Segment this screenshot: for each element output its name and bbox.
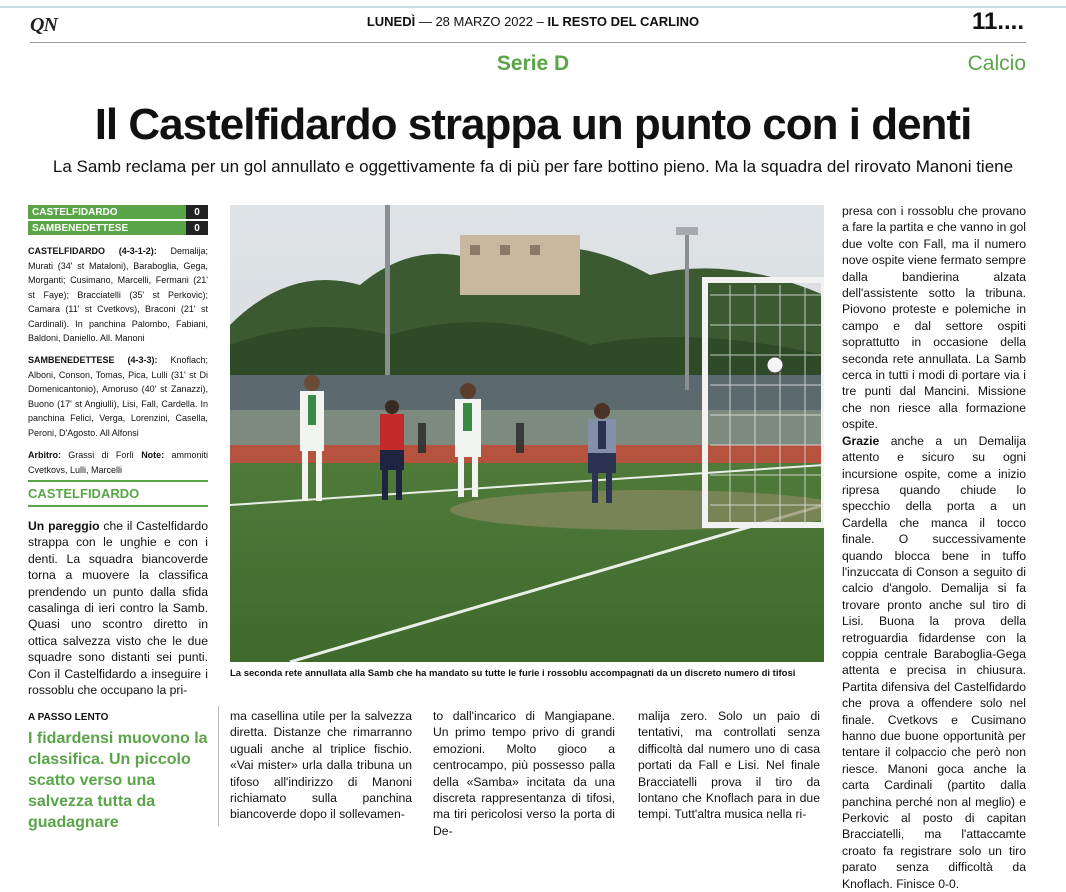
photo-caption: La seconda rete annullata alla Samb che ha mandato su tutte le furie i rossoblu accompagnati da un discreto numero di tifosi bbox=[230, 668, 796, 679]
column-5-lead-bold: Grazie bbox=[842, 433, 880, 448]
section-title: Serie D bbox=[496, 52, 570, 75]
rubric-label: Calcio bbox=[967, 52, 1026, 75]
team-head-rule bbox=[28, 480, 208, 482]
score-row-home bbox=[28, 205, 208, 219]
lineup-away-text: Knoflach; Alboni, Conson, Tomas, Pica, Lulli (31' st Di Domenicantonio), Amoruso (40' st Zanazzi), Buono (17' st Angiulli), Lisi, Fall, Cardella. In panchina Felici, Verga, Lorenzini, Casella, Peroni, D'Agosto. All Alfonsi bbox=[28, 355, 209, 438]
article-column-5 bbox=[842, 203, 1026, 892]
team-head-rule bbox=[28, 505, 208, 507]
away-team: SAMBENEDETTESE bbox=[32, 222, 129, 234]
masthead-divider bbox=[30, 42, 1026, 43]
article-subhead: La Samb reclama per un gol annullato e oggettivamente fa di più per fare bottino pieno. Ma la squadra del rirovato Manoni tiene bbox=[52, 157, 1014, 176]
masthead-dash: — bbox=[418, 14, 432, 29]
referee-notes bbox=[28, 448, 208, 477]
page-number: 11.... bbox=[971, 8, 1024, 35]
home-team: CASTELFIDARDO bbox=[32, 206, 118, 218]
lineup-away bbox=[28, 353, 208, 440]
score-box bbox=[28, 205, 208, 237]
masthead-dash: – bbox=[536, 14, 544, 29]
notes-text: ammoniti Cvetkovs, Lulli, Marcelli bbox=[28, 450, 208, 475]
match-photo-illustration bbox=[230, 205, 824, 662]
referee-head: Arbitro: bbox=[28, 450, 61, 460]
lineup-home bbox=[28, 244, 208, 346]
masthead-dateline bbox=[0, 14, 1066, 29]
article-column-2: ma casellina utile per la salvezza diretta. Distanze che rimarranno uguali anche al triplice fischio. «Vai mister» urla dalla tribuna un tifoso all'indirizzo di Manoni richiamato sulla panchina biancoverde dopo il sollevamen- bbox=[230, 709, 412, 822]
sidebar-text: I fidardensi muovono la classifica. Un piccolo scatto verso una salvezza tutta da guadagnare bbox=[28, 730, 208, 831]
top-rule bbox=[0, 6, 1066, 8]
notes-head: Note: bbox=[141, 450, 165, 460]
newspaper-logo: QN bbox=[30, 14, 57, 36]
lead-text: che il Castelfidardo strappa con le unghie e con i denti. La squadra biancoverde torna a muovere la classifica prendendo un punto dalla sfida casalinga di ieri contro la Samb. Quasi uno scontro diretto in ottica salvezza visto che le due squadre sono distanti sei punti. Con il Castelfidardo a inseguire i rossoblu che occupano la pri- bbox=[28, 519, 208, 698]
score-row-away bbox=[28, 221, 208, 235]
article-headline: Il Castelfidardo strappa un punto con i denti bbox=[94, 100, 972, 149]
column-5-paragraph-2: anche a un Demalija attento e sicuro su ogni incursione ospite, come a inizio ripresa quando chiude lo specchio della porta a un Cardella che manca il tocco finale. O successivamente quando blocca bene in tuffo l'inzuccata di Conson a seguito di calcio d'angolo. Demalija si fa trovare pronto anche sul tiro di Lisi. Buona la prova della retroguardia fidardense con la coppia centrale Baraboglia-Gega attenta e precisa in chiusura. Partita difensiva del Castelfidardo che prova a offendere solo nel finale. Cvetkovs e Cusimano hanno due buone opportunità per tentare il colpaccio che però non riesce. Manoni goca anche la carta Cardinali (partito dalla panchina perché non al meglio) e Perkovic al posto di capitan Bracciatelli, ma l'attaccamte croato fa registrare solo un tiro parato senza difficoltà da Knoflach. Finisce 0-0. bbox=[842, 433, 1026, 891]
home-goals: 0 bbox=[186, 205, 208, 219]
team-heading: CASTELFIDARDO bbox=[28, 486, 140, 501]
lineup-home-head: CASTELFIDARDO (4-3-1-2): bbox=[28, 246, 157, 256]
lineup-away-head: SAMBENEDETTESE (4-3-3): bbox=[28, 355, 158, 365]
masthead-day: LUNEDÌ bbox=[366, 14, 416, 29]
article-column-4: malija zero. Solo un paio di tentativi, ma controllati senza difficoltà dal numero uno di casa portati da Fall e Lisi. Nel finale Bracciatelli prova il tiro da lontano che Knoflach para in due tempi. Tutt'altra musica nella ri- bbox=[638, 709, 820, 822]
lineup-home-text: Demalija; Murati (34' st Mataloni), Baraboglia, Gega, Morganti; Cusimano, Marcelli, Fermani (21' st Faye); Bracciatelli (35' st Perkovic); Camara (11' st Cvetkovs), Braconi (21' st Cardinali). In panchina Palombo, Fabiani, Baldoni, Daniello. All. Manoni bbox=[28, 246, 208, 343]
away-goals: 0 bbox=[186, 221, 208, 235]
masthead-paper: IL RESTO DEL CARLINO bbox=[547, 14, 700, 29]
column-5-paragraph-1: presa con i rossoblu che provano a fare la partita e che vanno in gol due volte con Fall, ma il numero nove ospite viene fermato sempre dalla bandierina alzata dell'assistente sotto la tribuna. Piovono proteste e polemiche in campo e dal settore ospiti soprattutto in occasione della seconda rete annullata. La Samb cerca in tutti i modi di portare via i tre punti dal Mancini. Missione che non riesce alla formazione ospite. bbox=[842, 204, 1026, 432]
masthead-date: 28 MARZO 2022 bbox=[435, 14, 533, 29]
article-column-1 bbox=[28, 518, 208, 698]
lead-bold: Un pareggio bbox=[28, 519, 100, 533]
article-column-3: to dall'incarico di Mangiapane. Un primo tempo privo di grandi emozioni. Molto gioco a centrocampo, più possesso palla della «Samba» incitata da una discreta rappresentanza di tifosi, ma tiri pericolosi verso la porta di De- bbox=[433, 709, 615, 838]
referee-text: Grassi di Forlì bbox=[61, 450, 142, 460]
sidebar-kicker: A PASSO LENTO bbox=[28, 712, 109, 723]
match-photo bbox=[230, 205, 824, 662]
column-divider bbox=[218, 706, 219, 826]
